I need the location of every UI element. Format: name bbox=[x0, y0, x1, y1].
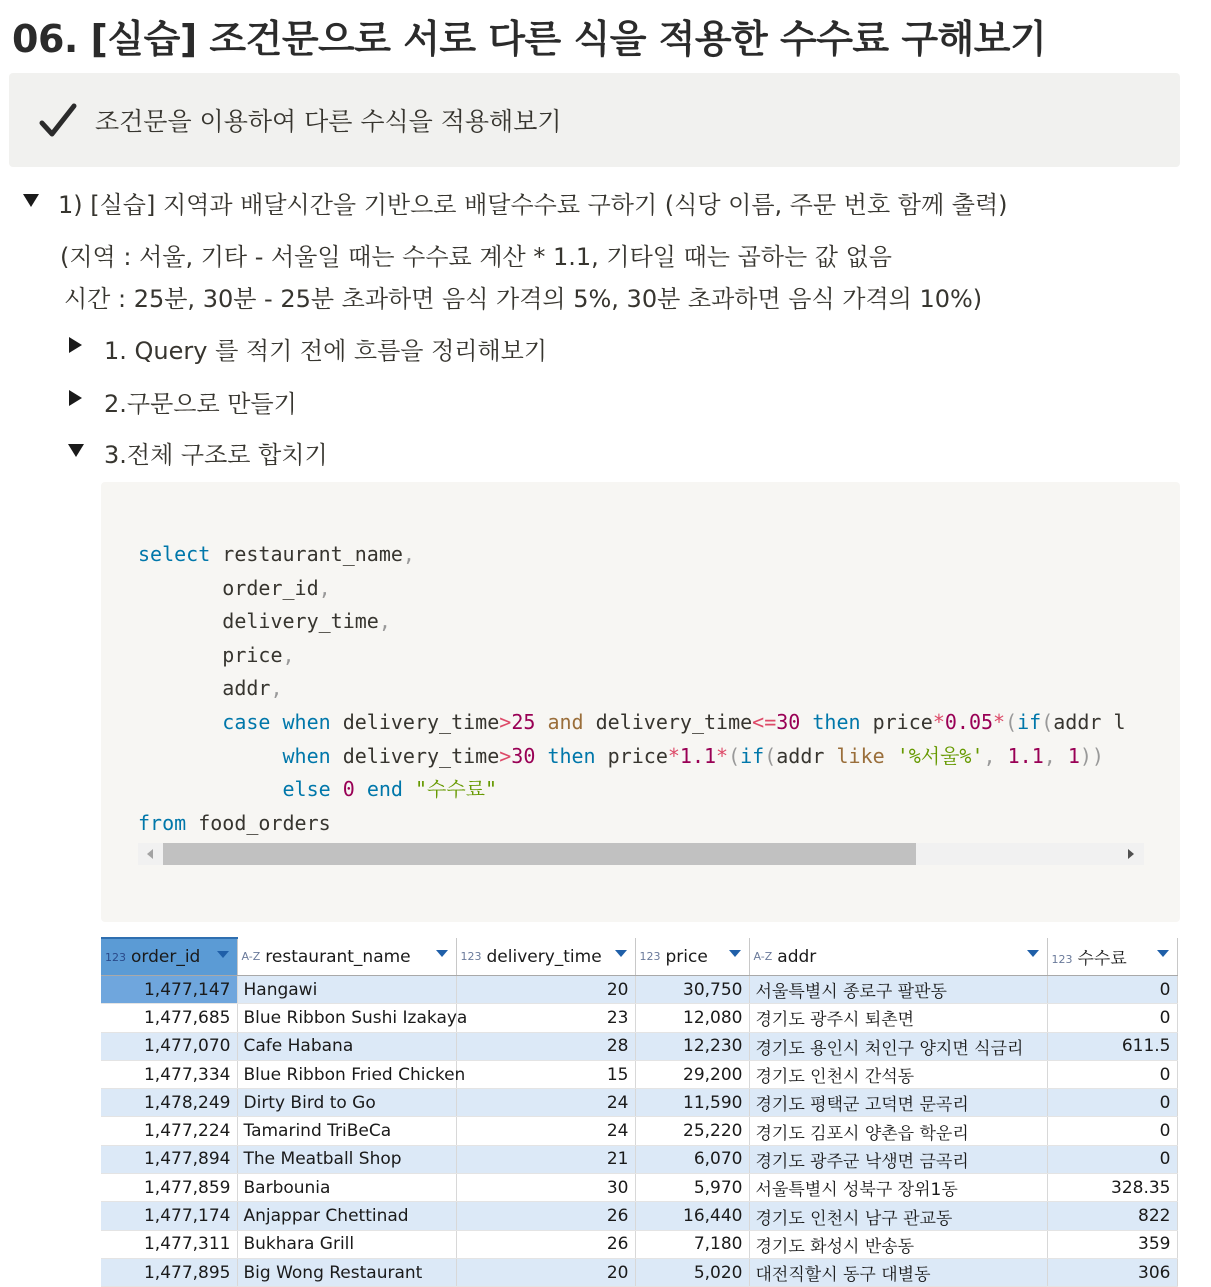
toggle-query-flow[interactable]: 1. Query 를 적기 전에 흐름을 정리해보기 bbox=[104, 337, 548, 365]
column-header-delivery-time[interactable] bbox=[456, 938, 635, 976]
table-cell[interactable]: 28 bbox=[456, 1032, 635, 1060]
description-line: (지역 : 서울, 기타 - 서울일 때는 수수료 계산 * 1.1, 기타일 때는 곱하는 값 없음 bbox=[60, 243, 892, 271]
table-cell[interactable]: 5,020 bbox=[635, 1258, 749, 1286]
table-cell[interactable]: 20 bbox=[456, 976, 635, 1004]
table-cell[interactable]: 306 bbox=[1047, 1258, 1177, 1286]
column-name: addr bbox=[777, 946, 817, 967]
table-cell[interactable]: 경기도 화성시 반송동 bbox=[749, 1230, 1047, 1258]
table-cell[interactable]: 12,230 bbox=[635, 1032, 749, 1060]
scroll-right-icon[interactable] bbox=[1128, 849, 1134, 859]
table-row[interactable] bbox=[101, 1060, 1177, 1088]
table-row[interactable] bbox=[101, 1089, 1177, 1117]
section-heading[interactable]: 1) [실습] 지역과 배달시간을 기반으로 배달수수료 구하기 (식당 이름, 주문 번호 함께 출력) bbox=[58, 191, 1008, 219]
numeric-type-icon: 123 bbox=[105, 950, 126, 964]
table-cell[interactable]: 경기도 용인시 처인구 양지면 식금리 bbox=[749, 1032, 1047, 1060]
table-cell[interactable]: 822 bbox=[1047, 1202, 1177, 1230]
table-cell[interactable]: 328.35 bbox=[1047, 1174, 1177, 1202]
text-type-icon: A-Z bbox=[241, 950, 261, 963]
table-cell[interactable]: 21 bbox=[456, 1145, 635, 1173]
column-name: 수수료 bbox=[1077, 949, 1127, 969]
table-cell[interactable]: 7,180 bbox=[635, 1230, 749, 1258]
column-header-수수료[interactable] bbox=[1047, 938, 1177, 976]
table-cell[interactable]: 1,477,147 bbox=[101, 976, 237, 1004]
table-cell[interactable]: 23 bbox=[456, 1004, 635, 1032]
table-row[interactable] bbox=[101, 1174, 1177, 1202]
table-cell[interactable]: 0 bbox=[1047, 1060, 1177, 1088]
table-cell[interactable]: Blue Ribbon Fried Chicken bbox=[237, 1060, 456, 1088]
table-row[interactable] bbox=[101, 1032, 1177, 1060]
column-header-addr[interactable] bbox=[749, 938, 1047, 976]
table-cell[interactable]: 경기도 인천시 남구 관교동 bbox=[749, 1202, 1047, 1230]
table-cell[interactable]: 1,477,311 bbox=[101, 1230, 237, 1258]
table-cell[interactable]: 0 bbox=[1047, 976, 1177, 1004]
sql-code[interactable]: select restaurant_name, order_id, delivery_time, price, addr, case when delivery_time>25 and delivery_time<=30 then price*0.05*(if(addr l when delivery_time>30 then price*1.1*(if(addr like '%서울%', 1.1, 1)) else 0 end "수수료" from food_orders bbox=[138, 542, 1126, 835]
toggle-closed-icon[interactable] bbox=[69, 337, 82, 353]
table-cell[interactable]: 서울특별시 성북구 장위1동 bbox=[749, 1174, 1047, 1202]
table-cell[interactable]: 359 bbox=[1047, 1230, 1177, 1258]
table-row[interactable] bbox=[101, 1117, 1177, 1145]
table-row[interactable] bbox=[101, 1145, 1177, 1173]
table-cell[interactable]: 24 bbox=[456, 1117, 635, 1145]
table-cell[interactable]: Big Wong Restaurant bbox=[237, 1258, 456, 1286]
description-line: 시간 : 25분, 30분 - 25분 초과하면 음식 가격의 5%, 30분 초과하면 음식 가격의 10%) bbox=[64, 285, 983, 313]
text-type-icon: A-Z bbox=[753, 950, 773, 963]
table-cell[interactable]: 1,478,249 bbox=[101, 1089, 237, 1117]
table-cell[interactable]: 0 bbox=[1047, 1004, 1177, 1032]
table-cell[interactable]: 1,477,174 bbox=[101, 1202, 237, 1230]
table-cell[interactable]: 1,477,685 bbox=[101, 1004, 237, 1032]
table-cell[interactable]: 30 bbox=[456, 1174, 635, 1202]
table-cell[interactable]: 15 bbox=[456, 1060, 635, 1088]
table-cell[interactable]: 26 bbox=[456, 1230, 635, 1258]
sort-arrow-icon[interactable] bbox=[436, 950, 448, 957]
table-cell[interactable]: 29,200 bbox=[635, 1060, 749, 1088]
column-header-restaurant-name[interactable] bbox=[237, 938, 456, 976]
table-cell[interactable]: 20 bbox=[456, 1258, 635, 1286]
table-cell[interactable]: 1,477,224 bbox=[101, 1117, 237, 1145]
numeric-type-icon: 123 bbox=[460, 950, 482, 963]
column-header-price[interactable] bbox=[635, 938, 749, 976]
column-name: delivery_time bbox=[486, 946, 602, 967]
toggle-combine-structure[interactable]: 3.전체 구조로 합치기 bbox=[104, 441, 328, 469]
sort-arrow-icon[interactable] bbox=[217, 951, 229, 958]
table-cell[interactable]: 611.5 bbox=[1047, 1032, 1177, 1060]
sort-arrow-icon[interactable] bbox=[1027, 950, 1039, 957]
table-cell[interactable]: Cafe Habana bbox=[237, 1032, 456, 1060]
table-cell[interactable]: 경기도 광주시 퇴촌면 bbox=[749, 1004, 1047, 1032]
table-row[interactable] bbox=[101, 1004, 1177, 1032]
table-cell[interactable]: 0 bbox=[1047, 1145, 1177, 1173]
scroll-left-icon[interactable] bbox=[147, 849, 153, 859]
table-cell[interactable]: 26 bbox=[456, 1202, 635, 1230]
table-row[interactable] bbox=[101, 1258, 1177, 1286]
table-cell[interactable]: 경기도 광주군 낙생면 금곡리 bbox=[749, 1145, 1047, 1173]
table-cell[interactable]: Blue Ribbon Sushi Izakaya bbox=[237, 1004, 456, 1032]
numeric-type-icon: 123 bbox=[639, 950, 661, 963]
callout bbox=[9, 73, 1180, 167]
table-cell[interactable]: Tamarind TriBeCa bbox=[237, 1117, 456, 1145]
table-cell[interactable]: 25,220 bbox=[635, 1117, 749, 1145]
table-cell[interactable]: 11,590 bbox=[635, 1089, 749, 1117]
column-name: restaurant_name bbox=[265, 946, 411, 967]
result-grid[interactable] bbox=[101, 937, 1177, 1286]
table-cell[interactable]: 0 bbox=[1047, 1117, 1177, 1145]
checkmark-icon bbox=[39, 103, 77, 139]
table-cell[interactable]: 서울특별시 종로구 팔판동 bbox=[749, 976, 1047, 1004]
horizontal-scrollbar[interactable] bbox=[138, 843, 1144, 865]
table-cell[interactable]: 경기도 김포시 양촌읍 학운리 bbox=[749, 1117, 1047, 1145]
column-name: price bbox=[665, 946, 708, 967]
toggle-open-icon[interactable] bbox=[68, 444, 84, 457]
table-cell[interactable]: 12,080 bbox=[635, 1004, 749, 1032]
sort-arrow-icon[interactable] bbox=[1157, 950, 1169, 957]
table-cell[interactable]: 경기도 인천시 간석동 bbox=[749, 1060, 1047, 1088]
table-cell[interactable]: 1,477,859 bbox=[101, 1174, 237, 1202]
table-cell[interactable]: The Meatball Shop bbox=[237, 1145, 456, 1173]
table-cell[interactable]: 1,477,334 bbox=[101, 1060, 237, 1088]
table-cell[interactable]: 24 bbox=[456, 1089, 635, 1117]
numeric-type-icon: 123 bbox=[1051, 952, 1073, 966]
table-cell[interactable]: 1,477,895 bbox=[101, 1258, 237, 1286]
table-cell[interactable]: Hangawi bbox=[237, 976, 456, 1004]
table-row[interactable] bbox=[101, 1202, 1177, 1230]
scrollbar-thumb[interactable] bbox=[163, 843, 916, 865]
column-name: order_id bbox=[131, 947, 201, 967]
sort-arrow-icon[interactable] bbox=[615, 950, 627, 957]
toggle-open-icon[interactable] bbox=[23, 194, 39, 207]
toggle-make-clauses[interactable]: 2.구문으로 만들기 bbox=[104, 390, 297, 418]
sort-arrow-icon[interactable] bbox=[729, 950, 741, 957]
table-cell[interactable]: 대전직할시 동구 대별동 bbox=[749, 1258, 1047, 1286]
table-cell[interactable]: Barbounia bbox=[237, 1174, 456, 1202]
table-cell[interactable]: 0 bbox=[1047, 1089, 1177, 1117]
table-row[interactable] bbox=[101, 976, 1177, 1004]
table-cell[interactable]: Dirty Bird to Go bbox=[237, 1089, 456, 1117]
table-cell[interactable]: 16,440 bbox=[635, 1202, 749, 1230]
table-cell[interactable]: Bukhara Grill bbox=[237, 1230, 456, 1258]
code-block[interactable] bbox=[101, 482, 1180, 922]
page-title: 06. [실습] 조건문으로 서로 다른 식을 적용한 수수료 구해보기 bbox=[12, 17, 1047, 61]
table-cell[interactable]: 6,070 bbox=[635, 1145, 749, 1173]
table-cell[interactable]: 5,970 bbox=[635, 1174, 749, 1202]
table-cell[interactable]: 1,477,070 bbox=[101, 1032, 237, 1060]
table-cell[interactable]: 경기도 평택군 고덕면 문곡리 bbox=[749, 1089, 1047, 1117]
callout-text: 조건문을 이용하여 다른 수식을 적용해보기 bbox=[95, 107, 562, 136]
table-row[interactable] bbox=[101, 1230, 1177, 1258]
table-cell[interactable]: Anjappar Chettinad bbox=[237, 1202, 456, 1230]
table-cell[interactable]: 30,750 bbox=[635, 976, 749, 1004]
toggle-closed-icon[interactable] bbox=[69, 390, 82, 406]
table-cell[interactable]: 1,477,894 bbox=[101, 1145, 237, 1173]
column-header-order-id[interactable] bbox=[101, 938, 237, 976]
